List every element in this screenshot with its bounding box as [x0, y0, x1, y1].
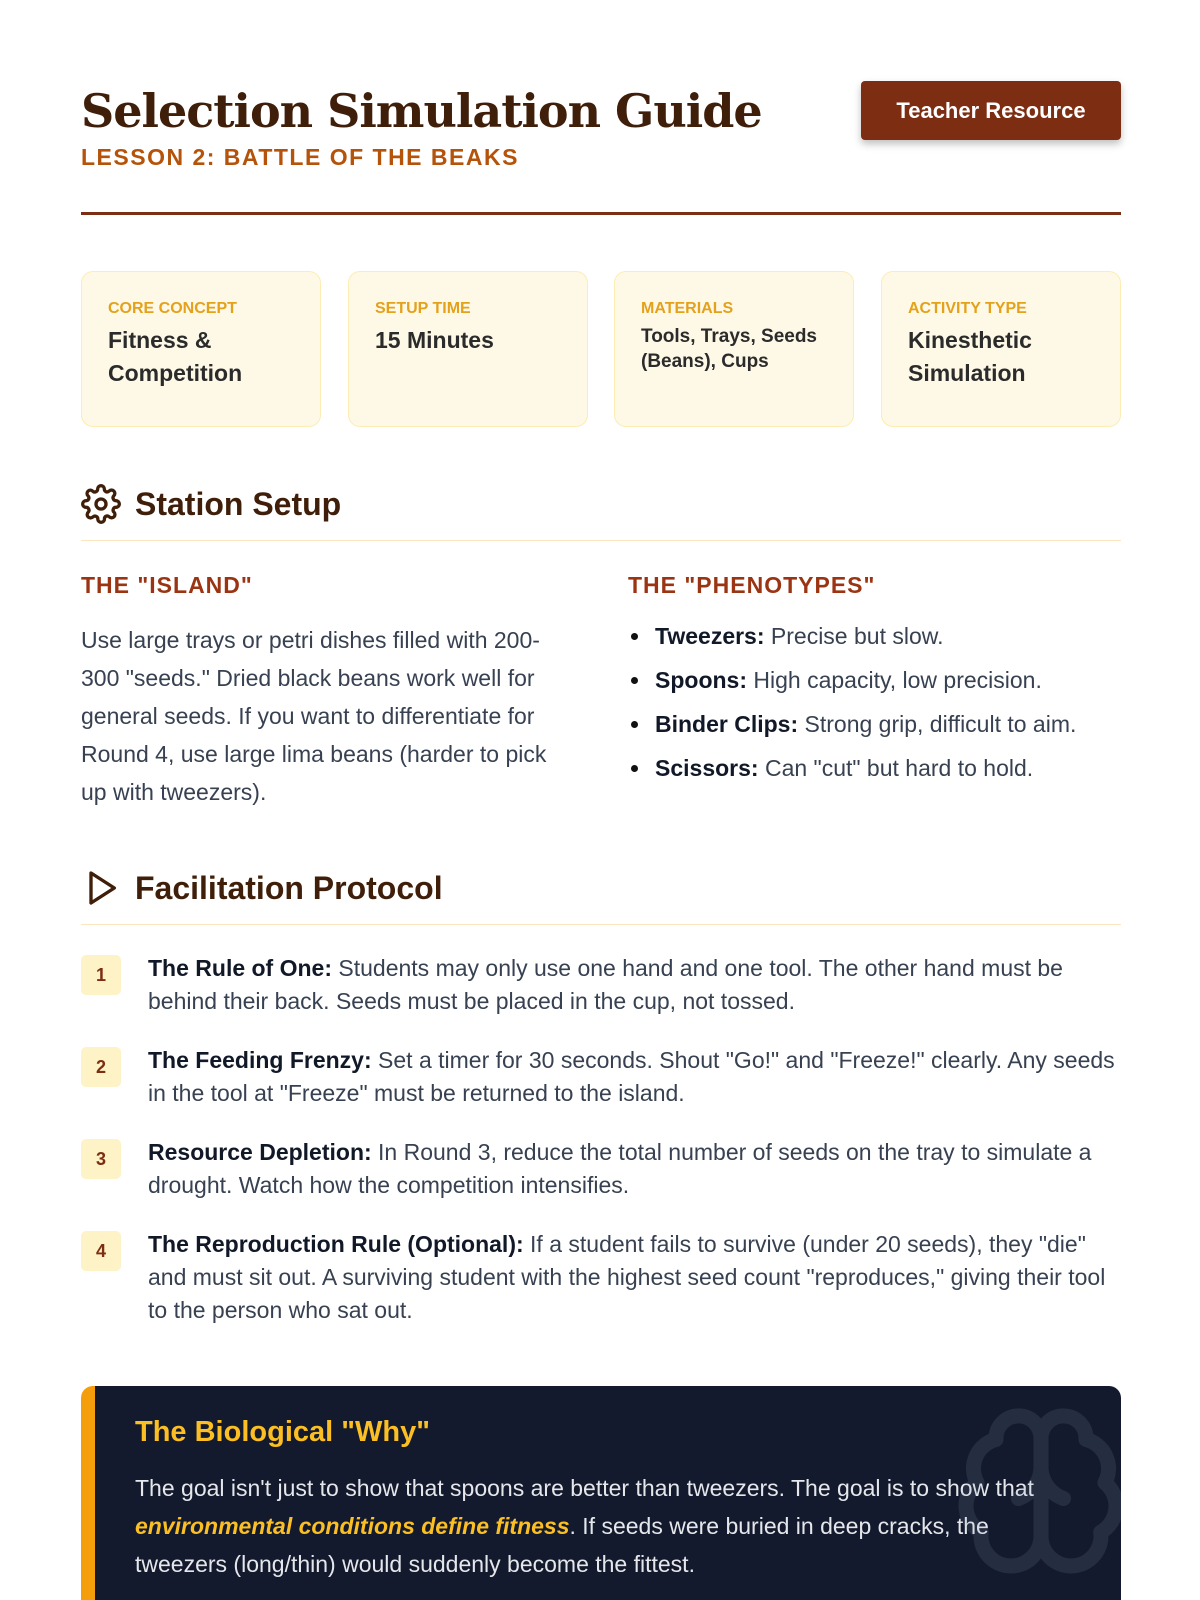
- step-number: 3: [81, 1139, 121, 1179]
- info-card-activity-type: [881, 271, 1121, 427]
- step-number: 1: [81, 955, 121, 995]
- protocol-step: [81, 1044, 1121, 1110]
- page-title: Selection Simulation Guide: [81, 84, 762, 138]
- step-text: Resource Depletion: In Round 3, reduce the total number of seeds on the tray to simulate a drought. Watch how the competition intensifies.: [148, 1139, 1092, 1198]
- gear-icon: [81, 484, 121, 524]
- card-label: ACTIVITY TYPE: [908, 300, 1027, 317]
- card-label: SETUP TIME: [375, 300, 471, 317]
- info-card-materials: [614, 271, 854, 427]
- phenotypes-column: [628, 572, 1108, 797]
- info-card-core-concept: [81, 271, 321, 427]
- callout-text: The goal isn't just to show that spoons are better than tweezers. The goal is to show that environmental conditions define fitness. If seeds were buried in deep cracks, the tweezers (long/thin) would suddenly become the fittest.: [135, 1475, 1034, 1577]
- callout-title: The Biological "Why": [135, 1416, 430, 1448]
- section-station-setup: [81, 484, 1121, 541]
- card-value: Kinesthetic Simulation: [908, 327, 1032, 386]
- list-item: Spoons: High capacity, low precision.: [628, 665, 1108, 695]
- island-text: Use large trays or petri dishes filled with 200-300 "seeds." Dried black beans work well for general seeds. If you want to differentiate for Round 4, use large lima beans (harder to pick up with tweezers).: [81, 627, 547, 805]
- list-item: Scissors: Can "cut" but hard to hold.: [628, 753, 1108, 783]
- page-subtitle: LESSON 2: BATTLE OF THE BEAKS: [81, 144, 519, 170]
- protocol-step: [81, 952, 1121, 1018]
- phenotypes-heading: THE "PHENOTYPES": [628, 572, 876, 598]
- step-number: 4: [81, 1231, 121, 1271]
- card-value: Tools, Trays, Seeds (Beans), Cups: [641, 326, 818, 372]
- section-facilitation-protocol: [81, 868, 1121, 925]
- protocol-step: [81, 1228, 1121, 1327]
- biological-why-callout: [81, 1386, 1121, 1600]
- protocol-step: [81, 1136, 1121, 1202]
- callout-emphasis: environmental conditions define fitness: [135, 1513, 570, 1539]
- card-value: 15 Minutes: [375, 327, 494, 353]
- step-number: 2: [81, 1047, 121, 1087]
- step-text: The Rule of One: Students may only use one hand and one tool. The other hand must be behind their back. Seeds must be placed in the cup, not tossed.: [148, 955, 1063, 1014]
- card-label: CORE CONCEPT: [108, 300, 237, 317]
- card-label: MATERIALS: [641, 300, 734, 317]
- page-header: [81, 80, 1121, 215]
- card-value: Fitness & Competition: [108, 327, 243, 386]
- phenotypes-list: [628, 621, 1108, 783]
- list-item: Binder Clips: Strong grip, difficult to aim.: [628, 709, 1108, 739]
- play-icon: [81, 868, 121, 908]
- list-item: Tweezers: Precise but slow.: [628, 621, 1108, 651]
- island-column: [81, 572, 561, 811]
- protocol-steps: [81, 952, 1121, 1353]
- brain-icon: [951, 1391, 1121, 1591]
- section-heading: Station Setup: [135, 486, 342, 522]
- info-cards: [81, 271, 1121, 427]
- step-text: The Reproduction Rule (Optional): If a student fails to survive (under 20 seeds), they "die" and must sit out. A surviving student with the highest seed count "reproduces," giving their tool to the person who sat out.: [148, 1231, 1106, 1323]
- island-heading: THE "ISLAND": [81, 572, 253, 598]
- step-text: The Feeding Frenzy: Set a timer for 30 seconds. Shout "Go!" and "Freeze!" clearly. Any seeds in the tool at "Freeze" must be returned to the island.: [148, 1047, 1115, 1106]
- teacher-resource-badge[interactable]: Teacher Resource: [861, 81, 1121, 140]
- info-card-setup-time: [348, 271, 588, 427]
- page: [81, 0, 1121, 1600]
- section-heading: Facilitation Protocol: [135, 870, 443, 906]
